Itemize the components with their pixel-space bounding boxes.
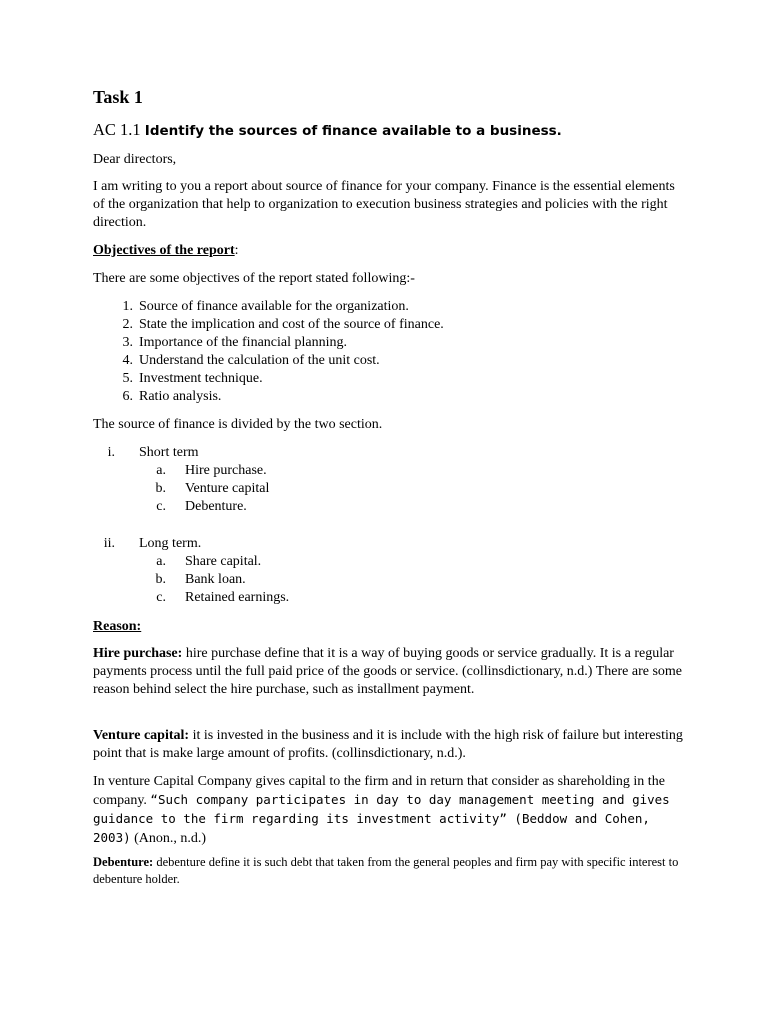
item-text: Importance of the financial planning. bbox=[139, 335, 347, 350]
debenture-paragraph bbox=[93, 854, 683, 888]
venture-detail-paragraph bbox=[93, 773, 683, 848]
section-title-row bbox=[93, 535, 683, 553]
item-text: Venture capital bbox=[185, 481, 270, 496]
debenture-text: debenture define it is such debt that taken from the general peoples and firm pay with specific interest to debenture holder. bbox=[93, 855, 679, 886]
item-letter: c. bbox=[156, 499, 166, 514]
venture-detail-lead: In venture Capital Company gives capital to the firm and in return that consider as shareholding in the company. bbox=[93, 774, 665, 808]
item-letter: a. bbox=[156, 463, 166, 478]
list-item bbox=[93, 498, 683, 516]
item-text: Understand the calculation of the unit cost. bbox=[139, 353, 380, 368]
section-title: Short term bbox=[139, 445, 199, 460]
item-number: 2. bbox=[122, 317, 133, 332]
item-number: 4. bbox=[122, 353, 133, 368]
item-number: 5. bbox=[122, 371, 133, 386]
venture-capital-paragraph bbox=[93, 727, 683, 763]
objectives-heading-line bbox=[93, 242, 683, 260]
objectives-list bbox=[93, 298, 683, 406]
item-letter: a. bbox=[156, 554, 166, 569]
list-item bbox=[93, 316, 683, 334]
section-number: i. bbox=[107, 445, 115, 460]
list-item bbox=[93, 480, 683, 498]
list-item bbox=[93, 370, 683, 388]
objectives-lead: There are some objectives of the report stated following:- bbox=[93, 271, 415, 286]
objectives-heading-suffix: : bbox=[234, 243, 239, 258]
item-text: Source of finance available for the organization. bbox=[139, 299, 409, 314]
objectives-heading: Objectives of the report bbox=[93, 243, 235, 258]
item-text: Investment technique. bbox=[139, 371, 263, 386]
section-title: Long term. bbox=[139, 536, 202, 551]
section-number: ii. bbox=[103, 536, 115, 551]
list-item bbox=[93, 571, 683, 589]
list-item bbox=[93, 553, 683, 571]
item-text: Hire purchase. bbox=[185, 463, 267, 478]
item-text: Share capital. bbox=[185, 554, 262, 569]
ac-number: AC 1.1 bbox=[93, 120, 141, 139]
item-number: 3. bbox=[122, 335, 133, 350]
task-title: Task 1 bbox=[93, 87, 143, 107]
item-text: Debenture. bbox=[185, 499, 247, 514]
ac-text: Identify the sources of finance available to a business. bbox=[144, 123, 562, 139]
section-short-term bbox=[93, 444, 683, 516]
item-letter: b. bbox=[155, 572, 166, 587]
item-text: State the implication and cost of the source of finance. bbox=[139, 317, 444, 332]
intro-paragraph: I am writing to you a report about source of finance for your company. Finance is the essential elements of the organization that help to organization to execution business strategies and policies with the right direction. bbox=[93, 179, 675, 230]
venture-capital-label: Venture capital: bbox=[93, 728, 190, 743]
ac-heading bbox=[93, 120, 683, 141]
reason-heading: Reason: bbox=[93, 619, 142, 634]
item-text: Bank loan. bbox=[185, 572, 246, 587]
hire-purchase-text: hire purchase define that it is a way of buying goods or service gradually. It is a regular payments process until the full paid price of the goods or service. (collinsdictionary, n.d.) There are some reason behind select the hire purchase, such as installment payment. bbox=[93, 646, 682, 697]
item-letter: c. bbox=[156, 590, 166, 605]
hire-purchase-label: Hire purchase: bbox=[93, 646, 183, 661]
item-text: Retained earnings. bbox=[185, 590, 290, 605]
sections-lead: The source of finance is divided by the two section. bbox=[93, 417, 383, 432]
list-item bbox=[93, 589, 683, 607]
section-title-row bbox=[93, 444, 683, 462]
item-text: Ratio analysis. bbox=[139, 389, 222, 404]
item-letter: b. bbox=[155, 481, 166, 496]
hire-purchase-paragraph bbox=[93, 645, 683, 699]
section-long-term bbox=[93, 535, 683, 607]
item-number: 1. bbox=[122, 299, 133, 314]
list-item bbox=[93, 334, 683, 352]
debenture-label: Debenture: bbox=[93, 855, 154, 869]
list-item bbox=[93, 352, 683, 370]
list-item bbox=[93, 462, 683, 480]
venture-capital-text: it is invested in the business and it is include with the high risk of failure but interesting point that is make large amount of profits. (collinsdictionary, n.d.). bbox=[93, 728, 683, 761]
list-item bbox=[93, 388, 683, 406]
item-number: 6. bbox=[122, 389, 133, 404]
venture-detail-tail: (Anon., n.d.) bbox=[130, 831, 207, 846]
venture-quote: “Such company participates in day to day management meeting and gives guidance to the firm regarding its investment activity” (Beddow and Cohen, 2003) bbox=[93, 792, 670, 845]
list-item bbox=[93, 298, 683, 316]
salutation: Dear directors, bbox=[93, 152, 177, 167]
